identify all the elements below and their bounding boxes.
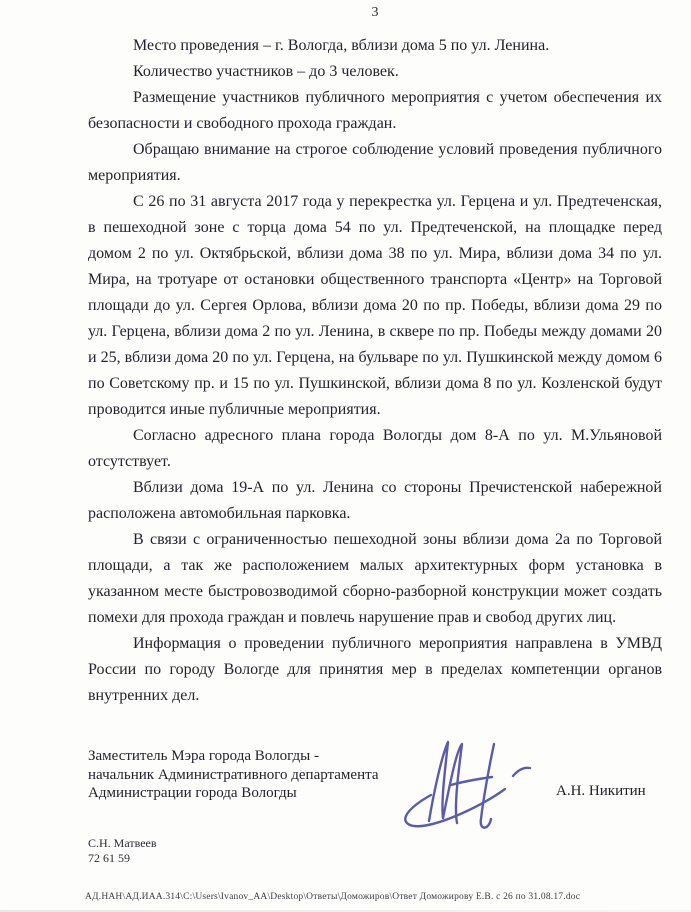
paragraph: Информация о проведении публичного мероприятия направлена в УМВД России по городу Вологде для принятия мер в пределах компетенции органов внутренних дел.	[88, 635, 662, 704]
executor-name: С.Н. Матвеев	[88, 836, 157, 850]
signer-name: А.Н. Никитин	[556, 783, 646, 799]
signer-position-line: начальник Административного департамента	[88, 766, 379, 783]
paragraph: Согласно адресного плана города Вологды дом 8-А по ул. М.Ульяновой отсутствует.	[88, 427, 662, 470]
paragraph: Количество участников – до 3 человек.	[133, 63, 399, 80]
paragraph: Размещение участников публичного мероприятия с учетом обеспечения их безопасности и свободного прохода граждан.	[88, 89, 662, 132]
executor-phone: 72 61 59	[88, 850, 130, 865]
body-paragraphs	[88, 33, 662, 709]
paragraph: Обращаю внимание на строгое соблюдение условий проведения публичного мероприятия.	[88, 141, 662, 184]
executor-block	[88, 836, 157, 865]
paragraph: Вблизи дома 19-А по ул. Ленина со стороны Пречистенской набережной расположена автомобильная парковка.	[88, 479, 662, 522]
page-number: 3	[371, 5, 379, 20]
signer-position-block	[88, 747, 418, 803]
paragraph: В связи с ограниченностью пешеходной зоны вблизи дома 2а по Торговой площади, а так же расположением малых архитектурных форм установка в указанном месте быстровозводимой сборно-разборной конструкции может создать помехи для прохода граждан и повлечь нарушение прав и свобод других лиц.	[88, 531, 662, 626]
signer-position-line: Администрации города Вологды	[88, 785, 297, 801]
paragraph: Место проведения – г. Вологда, вблизи дома 5 по ул. Ленина.	[133, 37, 550, 54]
signer-position-line: Заместитель Мэра города Вологды -	[88, 748, 319, 764]
signature-ink	[405, 742, 530, 828]
document-file-path: АД.НАН\АД.ИАА.314\C:\Users\Ivanov_AA\Desktop\Ответы\Доможиров\Ответ Доможирову Е.В. с 26 по 31.08.17.doc	[85, 892, 581, 902]
paragraph: С 26 по 31 августа 2017 года у перекрестка ул. Герцена и ул. Предтеченская, в пешеходной зоне с торца дома 54 по ул. Предтеченской, на площадке перед домом 2 по ул. Октябрьской, вблизи дома 38 по ул. Мира, вблизи дома 34 по ул. Мира, на тротуаре от остановки общественного транспорта «Центр» на Торговой площади до ул. Сергея Орлова, вблизи дома 20 по пр. Победы, вблизи дома 29 по ул. Герцена, вблизи дома 2 по ул. Ленина, в сквере по пр. Победы между домами 20 и 25, вблизи дома 20 по ул. Герцена, на бульваре по ул. Пушкинской между домом 6 по Советскому пр. и 15 по ул. Пушкинской, вблизи дома 8 по ул. Козленской будут проводится иные публичные мероприятия.	[88, 193, 662, 418]
handwritten-signature-icon	[393, 731, 535, 843]
